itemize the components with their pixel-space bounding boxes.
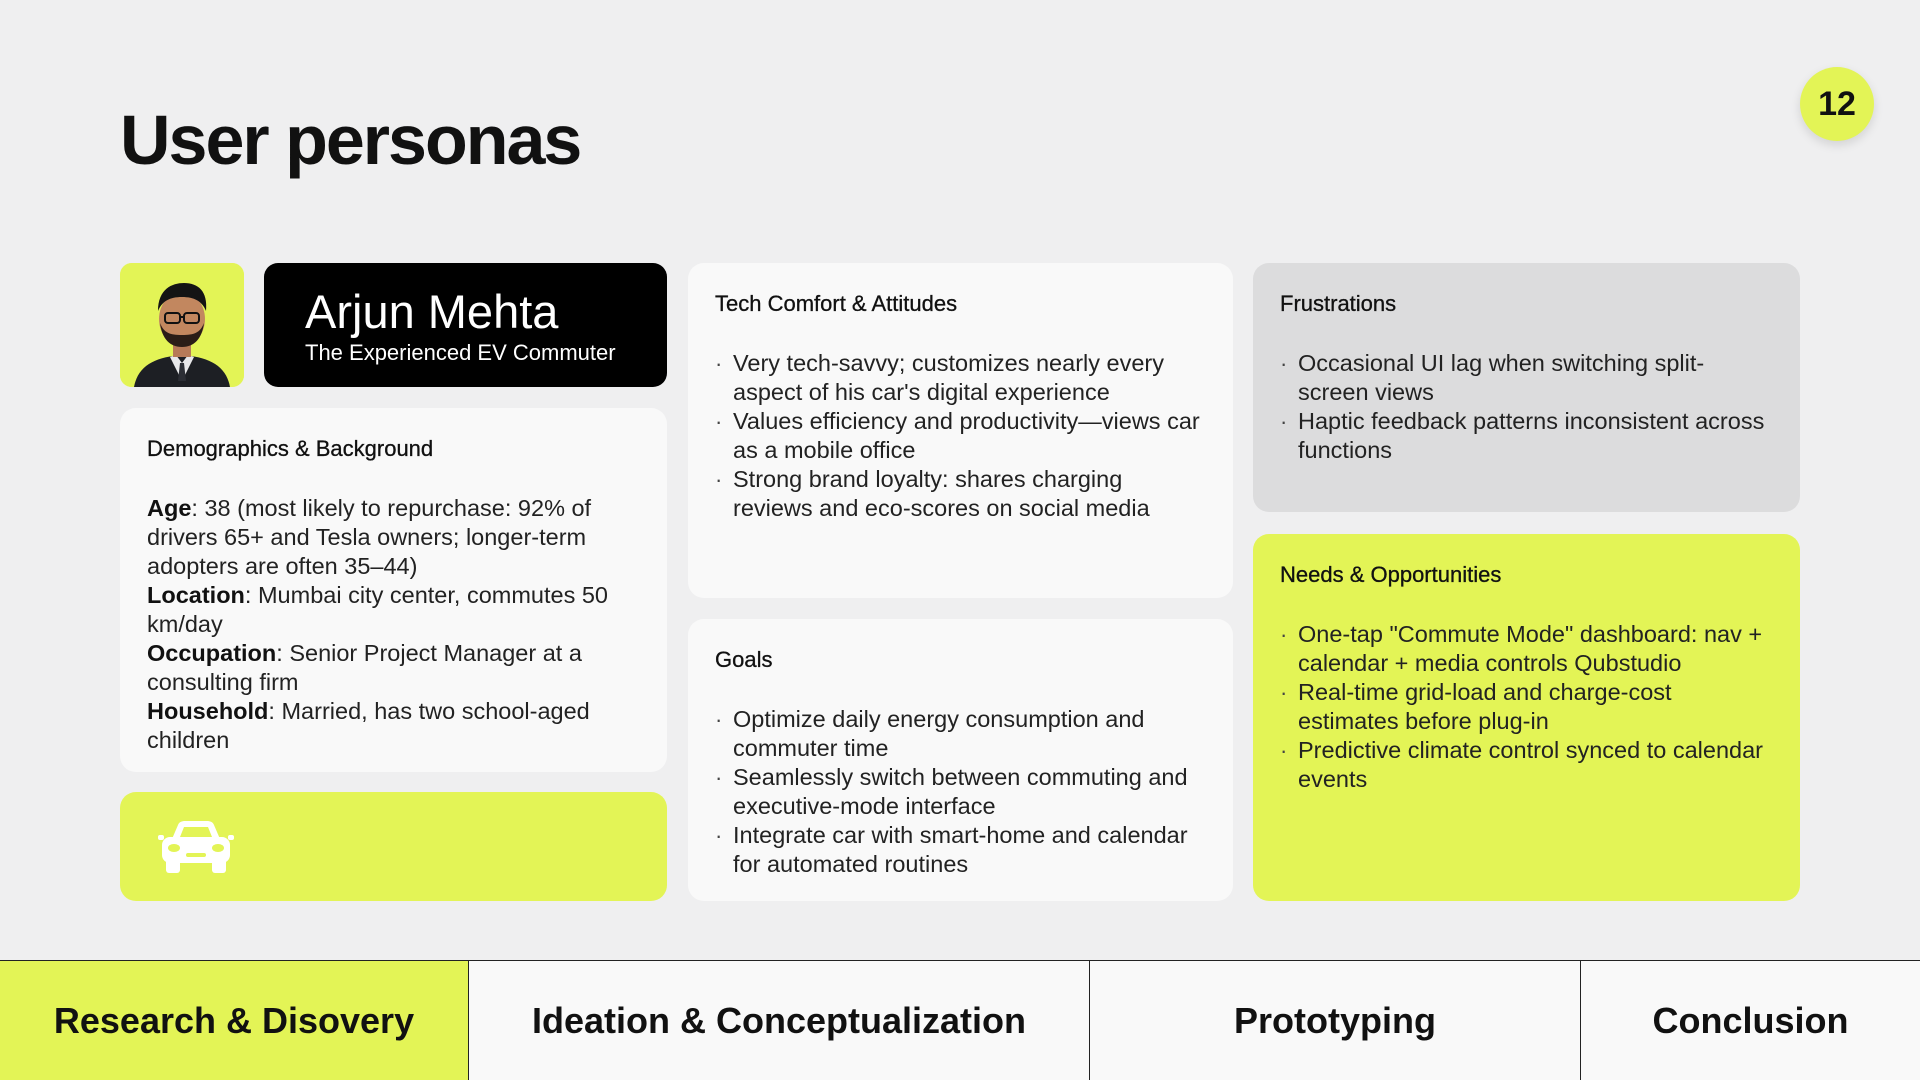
list-item: · Values efficiency and productivity—views car as a mobile office — [715, 407, 1206, 465]
location-value: : Mumbai city center, commutes 50 km/day — [147, 582, 609, 637]
demographics-body — [147, 494, 640, 755]
tech-comfort-list — [715, 349, 1206, 523]
needs-list — [1280, 620, 1773, 794]
list-item: · Occasional UI lag when switching split-screen views — [1280, 349, 1773, 407]
occupation-label: Occupation — [147, 640, 277, 666]
persona-name-card — [264, 263, 667, 387]
person-avatar-icon — [120, 263, 244, 387]
list-item: · Optimize daily energy consumption and commuter time — [715, 705, 1206, 763]
age-label: Age — [147, 495, 192, 521]
demographics-row-household — [147, 697, 640, 755]
persona-photo — [120, 263, 244, 387]
tab-conclusion[interactable]: Conclusion — [1581, 961, 1920, 1080]
frustrations-card — [1253, 263, 1800, 512]
list-item: · Haptic feedback patterns inconsistent across functions — [1280, 407, 1773, 465]
tab-research-discovery[interactable]: Research & Disovery — [0, 961, 469, 1080]
frustrations-title: Frustrations — [1280, 291, 1397, 316]
list-item: · One-tap "Commute Mode" dashboard: nav + calendar + media controls Qubstudio — [1280, 620, 1773, 678]
tech-comfort-card — [688, 263, 1233, 598]
list-item: · Integrate car with smart-home and calendar for automated routines — [715, 821, 1206, 879]
demographics-title: Demographics & Background — [147, 436, 434, 461]
age-value: : 38 (most likely to repurchase: 92% of drivers 65+ and Tesla owners; longer-term adopters are often 35–44) — [147, 495, 592, 579]
needs-card — [1253, 534, 1800, 901]
goals-list — [715, 705, 1206, 879]
tab-ideation-conceptualization[interactable]: Ideation & Conceptualization — [469, 961, 1090, 1080]
demographics-row-location — [147, 581, 640, 639]
goals-card — [688, 619, 1233, 901]
car-card — [120, 792, 667, 901]
location-label: Location — [147, 582, 245, 608]
persona-role: The Experienced EV Commuter — [305, 340, 616, 365]
persona-name: Arjun Mehta — [305, 285, 559, 338]
list-item: · Real-time grid-load and charge-cost estimates before plug-in — [1280, 678, 1773, 736]
household-label: Household — [147, 698, 269, 724]
tab-prototyping[interactable]: Prototyping — [1090, 961, 1581, 1080]
occupation-value: : Senior Project Manager at a consulting firm — [147, 640, 582, 695]
frustrations-list — [1280, 349, 1773, 465]
demographics-row-occupation — [147, 639, 640, 697]
tech-comfort-title: Tech Comfort & Attitudes — [715, 291, 958, 316]
page-number-badge: 12 — [1800, 67, 1874, 141]
household-value: : Married, has two school-aged children — [147, 698, 590, 753]
section-nav-bar — [0, 960, 1920, 1080]
car-icon — [158, 817, 234, 877]
list-item: · Strong brand loyalty: shares charging reviews and eco-scores on social media — [715, 465, 1206, 523]
list-item: · Seamlessly switch between commuting and executive-mode interface — [715, 763, 1206, 821]
list-item: · Very tech-savvy; customizes nearly every aspect of his car's digital experience — [715, 349, 1206, 407]
list-item: · Predictive climate control synced to calendar events — [1280, 736, 1773, 794]
needs-title: Needs & Opportunities — [1280, 562, 1502, 587]
goals-title: Goals — [715, 647, 773, 672]
page-title: User personas — [120, 101, 581, 179]
demographics-card — [120, 408, 667, 772]
demographics-row-age — [147, 494, 640, 581]
